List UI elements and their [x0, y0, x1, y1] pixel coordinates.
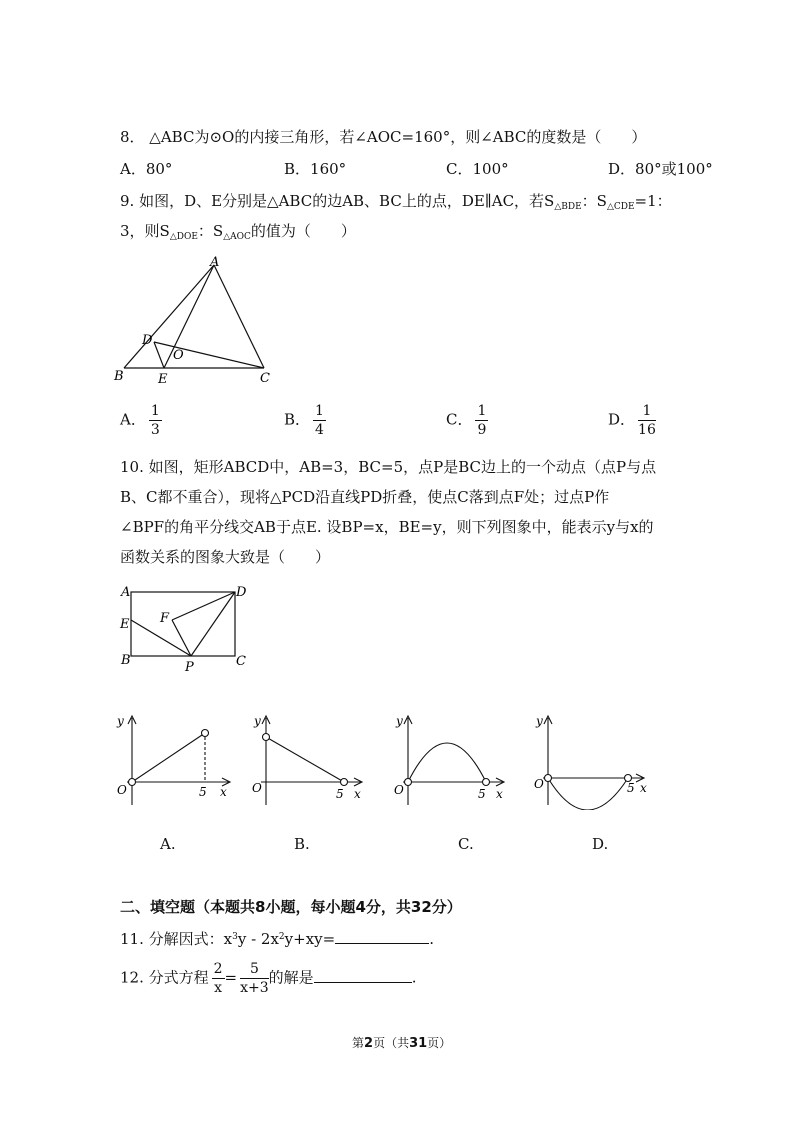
q9-stem-line2: 3，则$S_{\triangle DOE}$：$S_{\triangle AOC}$的值为（ ） [120, 222, 356, 242]
segment-ac [214, 265, 264, 368]
label-d: D [142, 333, 153, 348]
q10-stem-line4: 函数关系的图象大致是（ ） [120, 548, 331, 566]
q9-triangle-figure [112, 255, 287, 390]
axis-y-label: y [117, 714, 124, 728]
segment-ea [164, 265, 214, 368]
graph-b [250, 710, 370, 810]
q10-stem-line3: ∠BPF的角平分线交AB于点E. 设BP=x，BE=y，则下列图象中，能表示y与x的 [120, 518, 654, 536]
label-o: O [173, 348, 184, 363]
axis-x-label: x [354, 787, 361, 801]
graph-d [530, 710, 660, 810]
tick-5-label: 5 [478, 787, 486, 801]
label-p: P [185, 660, 194, 675]
tick-5-label: 5 [627, 781, 635, 795]
origin-label: O [252, 781, 262, 795]
axis-y-label: y [536, 714, 543, 728]
q8-option-c: C．100° [446, 160, 509, 178]
rectangle-abcd [131, 592, 235, 656]
page-footer: 第2页（共31页） [352, 1036, 452, 1051]
q9-option-c: C． $\frac{1}{9}$ [446, 403, 487, 438]
q11-line: 11. 分解因式：$x^3y - 2x^2y+xy=$ . [120, 930, 434, 948]
q12-answer-blank[interactable] [314, 970, 412, 983]
label-f: F [160, 611, 170, 626]
q9-option-a: A． $\frac{1}{3}$ [120, 403, 160, 438]
section-2-heading: 二、填空题（本题共8小题，每小题4分，共32分） [120, 898, 462, 916]
graph-option-a: A. [160, 835, 176, 853]
q8-option-b: B．160° [284, 160, 347, 178]
label-d: D [236, 585, 247, 600]
origin-label: O [394, 783, 404, 797]
q9-stem-line1: 9. 如图，D、E分别是△ABC的边AB、BC上的点，DE∥AC，若$S_{\triangle BDE}$：$S_{\triangle CDE}=1$： [120, 192, 672, 212]
axis-y-label: y [254, 714, 261, 728]
label-b: B [114, 369, 124, 384]
q11-answer-blank[interactable] [335, 931, 429, 944]
q8-stem: 8． △ABC为⊙O的内接三角形，若∠AOC=160°，则∠ABC的度数是（ ） [120, 128, 647, 146]
graph-c [392, 710, 512, 810]
q12-line: 12. 分式方程 $\frac{2}{x}$ = $\frac{5}{x+3}$ 的解是 . [120, 961, 417, 996]
axis-x-label: x [640, 781, 647, 795]
graph-option-c: C. [458, 835, 474, 853]
axis-x-label: x [496, 787, 503, 801]
origin-label: O [534, 777, 544, 791]
graph-option-d: D. [592, 835, 609, 853]
label-a: A [210, 255, 220, 270]
label-c: C [236, 654, 246, 669]
q8-option-d: D．80°或100° [608, 160, 713, 178]
q10-stem-line1: 10. 如图，矩形ABCD中，AB=3，BC=5，点P是BC边上的一个动点（点P与点 [120, 458, 657, 476]
label-b: B [121, 653, 131, 668]
q8-option-a: A．80° [120, 160, 173, 178]
axis-x-label: x [220, 785, 227, 799]
label-a: A [121, 585, 131, 600]
q9-option-d: D． $\frac{1}{16}$ [608, 403, 656, 438]
tick-5-label: 5 [199, 785, 207, 799]
graph-a [112, 710, 242, 810]
graph-option-b: B. [294, 835, 310, 853]
label-e: E [158, 372, 168, 387]
label-c: C [260, 371, 270, 386]
origin-label: O [117, 783, 127, 797]
q10-stem-line2: B、C都不重合），现将△PCD沿直线PD折叠，使点C落到点F处；过点P作 [120, 488, 610, 506]
label-e: E [120, 617, 130, 632]
q10-rectangle-figure [114, 580, 254, 680]
axis-y-label: y [396, 714, 403, 728]
segment-de [154, 342, 164, 368]
tick-5-label: 5 [336, 787, 344, 801]
q9-option-b: B． $\frac{1}{4}$ [284, 403, 324, 438]
